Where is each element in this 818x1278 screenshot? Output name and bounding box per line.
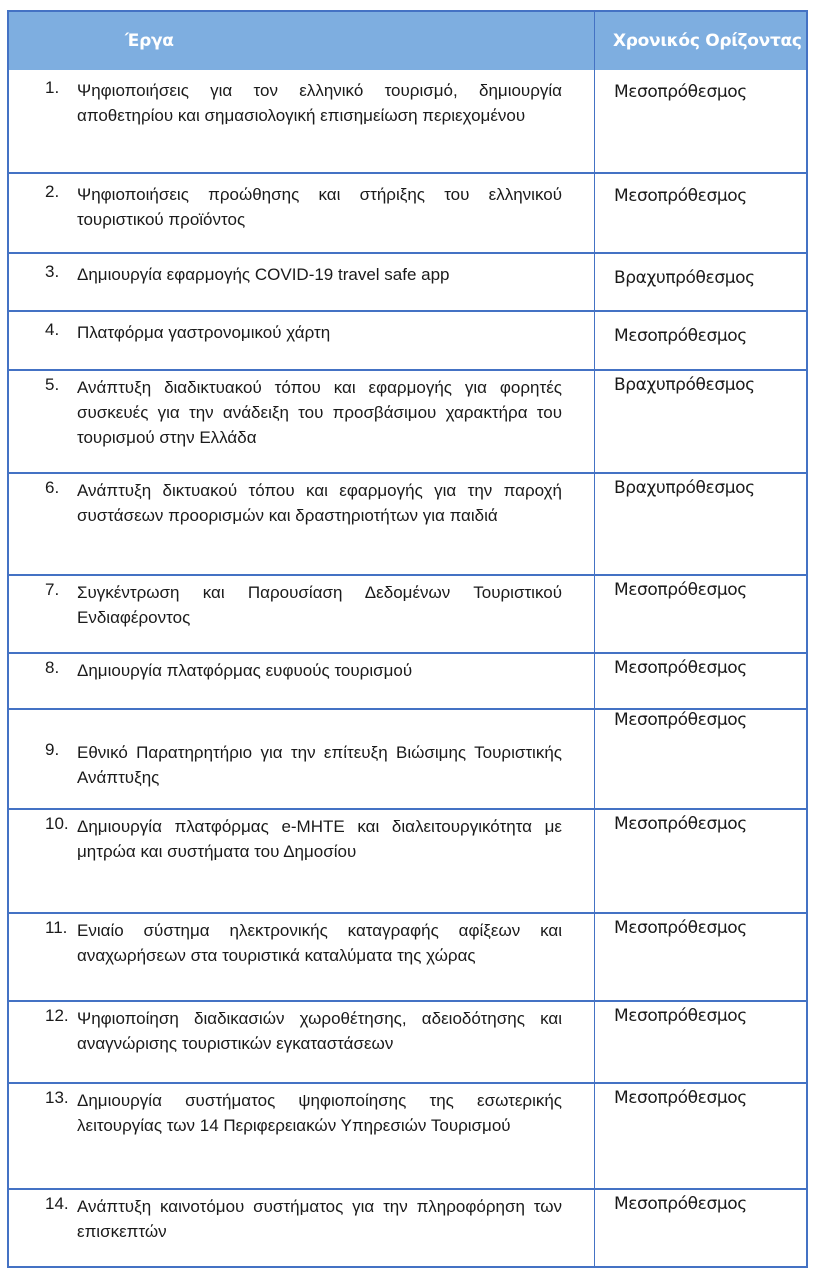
horizon-cell — [595, 710, 806, 808]
project-description: Ψηφιοποίηση διαδικασιών χωροθέτησης, αδειοδότησης και αναγνώρισης τουριστικών εγκαταστάσεων — [77, 1009, 562, 1053]
project-cell — [9, 576, 595, 652]
horizon-value: Βραχυπρόθεσμος — [614, 375, 755, 395]
horizon-cell — [595, 312, 806, 369]
table-header-row — [9, 12, 806, 70]
horizon-value: Μεσοπρόθεσμος — [614, 710, 747, 730]
horizon-cell — [595, 810, 806, 912]
table-row — [9, 472, 806, 574]
projects-table — [7, 10, 808, 1268]
table-row — [9, 70, 806, 172]
table-row — [9, 652, 806, 708]
table-row — [9, 172, 806, 252]
horizon-value: Βραχυπρόθεσμος — [614, 268, 755, 288]
project-description: Ανάπτυξη καινοτόμου συστήματος για την πληροφόρηση των επισκεπτών — [77, 1197, 562, 1241]
horizon-value: Βραχυπρόθεσμος — [614, 478, 755, 498]
table-row — [9, 912, 806, 1000]
item-number: 10. — [45, 814, 69, 833]
project-cell — [9, 70, 595, 172]
horizon-cell — [595, 70, 806, 172]
project-description: Ενιαίο σύστημα ηλεκτρονικής καταγραφής αφίξεων και αναχωρήσεων στα τουριστικά καταλύματα της χώρας — [77, 921, 562, 965]
horizon-value: Μεσοπρόθεσμος — [614, 1088, 747, 1108]
horizon-value: Μεσοπρόθεσμος — [614, 1006, 747, 1026]
project-cell — [9, 1190, 595, 1266]
horizon-value: Μεσοπρόθεσμος — [614, 1194, 747, 1214]
item-number: 11. — [45, 918, 68, 937]
header-horizon: Χρονικός Ορίζοντας — [613, 31, 802, 51]
project-description: Δημιουργία συστήματος ψηφιοποίησης της εσωτερικής λειτουργίας των 14 Περιφερειακών Υπηρεσιών Τουρισμού — [77, 1091, 562, 1135]
project-cell — [9, 1084, 595, 1188]
horizon-cell — [595, 576, 806, 652]
project-description: Ψηφιοποιήσεις προώθησης και στήριξης του ελληνικού τουριστικού προϊόντος — [77, 185, 562, 229]
horizon-cell — [595, 1002, 806, 1082]
item-number: 13. — [45, 1088, 69, 1107]
project-cell — [9, 710, 595, 808]
header-projects: Έργα — [125, 31, 174, 51]
item-number: 12. — [45, 1006, 69, 1025]
horizon-cell — [595, 474, 806, 574]
project-description: Ψηφιοποιήσεις για τον ελληνικό τουρισμό, δημιουργία αποθετηρίου και σημασιολογική επισημείωση περιεχομένου — [77, 81, 562, 125]
horizon-value: Μεσοπρόθεσμος — [614, 918, 747, 938]
horizon-cell — [595, 174, 806, 252]
project-description: Ανάπτυξη διαδικτυακού τόπου και εφαρμογής για φορητές συσκευές για την ανάδειξη του προσβάσιμου χαρακτήρα του τουρισμού στην Ελλάδα — [77, 378, 562, 447]
project-description: Συγκέντρωση και Παρουσίαση Δεδομένων Τουριστικού Ενδιαφέροντος — [77, 583, 562, 627]
project-cell — [9, 654, 595, 708]
item-number: 8. — [45, 658, 60, 677]
item-number: 7. — [45, 580, 60, 599]
horizon-cell — [595, 914, 806, 1000]
project-description: Πλατφόρμα γαστρονομικού χάρτη — [77, 323, 331, 342]
table-row — [9, 1000, 806, 1082]
table-row — [9, 1188, 806, 1266]
table-row — [9, 252, 806, 310]
project-description: Δημιουργία πλατφόρμας e-ΜΗΤΕ και διαλειτουργικότητα με μητρώα και συστήματα του Δημοσίου — [77, 817, 562, 861]
horizon-cell — [595, 1190, 806, 1266]
horizon-cell — [595, 254, 806, 310]
horizon-cell — [595, 1084, 806, 1188]
item-number: 2. — [45, 182, 60, 201]
horizon-value: Μεσοπρόθεσμος — [614, 82, 747, 102]
horizon-value: Μεσοπρόθεσμος — [614, 814, 747, 834]
horizon-value: Μεσοπρόθεσμος — [614, 326, 747, 346]
header-cell-projects — [9, 12, 595, 70]
project-cell — [9, 810, 595, 912]
item-number: 9. — [45, 740, 60, 759]
project-description: Δημιουργία πλατφόρμας ευφυούς τουρισμού — [77, 661, 413, 680]
horizon-cell — [595, 371, 806, 472]
project-cell — [9, 254, 595, 310]
table-row — [9, 310, 806, 369]
item-number: 4. — [45, 320, 60, 339]
item-number: 6. — [45, 478, 60, 497]
header-cell-horizon — [595, 12, 806, 70]
table-row — [9, 1082, 806, 1188]
horizon-value: Μεσοπρόθεσμος — [614, 658, 747, 678]
project-cell — [9, 1002, 595, 1082]
horizon-cell — [595, 654, 806, 708]
table-row — [9, 808, 806, 912]
item-number: 1. — [45, 78, 60, 97]
project-description: Ανάπτυξη δικτυακού τόπου και εφαρμογής για την παροχή συστάσεων προορισμών και δραστηριοτήτων για παιδιά — [77, 481, 562, 525]
project-cell — [9, 312, 595, 369]
table-row — [9, 369, 806, 472]
project-cell — [9, 371, 595, 472]
table-row — [9, 574, 806, 652]
item-number: 14. — [45, 1194, 69, 1213]
table-row — [9, 708, 806, 808]
project-cell — [9, 474, 595, 574]
horizon-value: Μεσοπρόθεσμος — [614, 186, 747, 206]
project-description: Δημιουργία εφαρμογής COVID-19 travel safe app — [77, 265, 450, 284]
project-description: Εθνικό Παρατηρητήριο για την επίτευξη Βιώσιμης Τουριστικής Ανάπτυξης — [77, 743, 562, 787]
horizon-value: Μεσοπρόθεσμος — [614, 580, 747, 600]
project-cell — [9, 174, 595, 252]
project-cell — [9, 914, 595, 1000]
item-number: 3. — [45, 262, 60, 281]
item-number: 5. — [45, 375, 60, 394]
